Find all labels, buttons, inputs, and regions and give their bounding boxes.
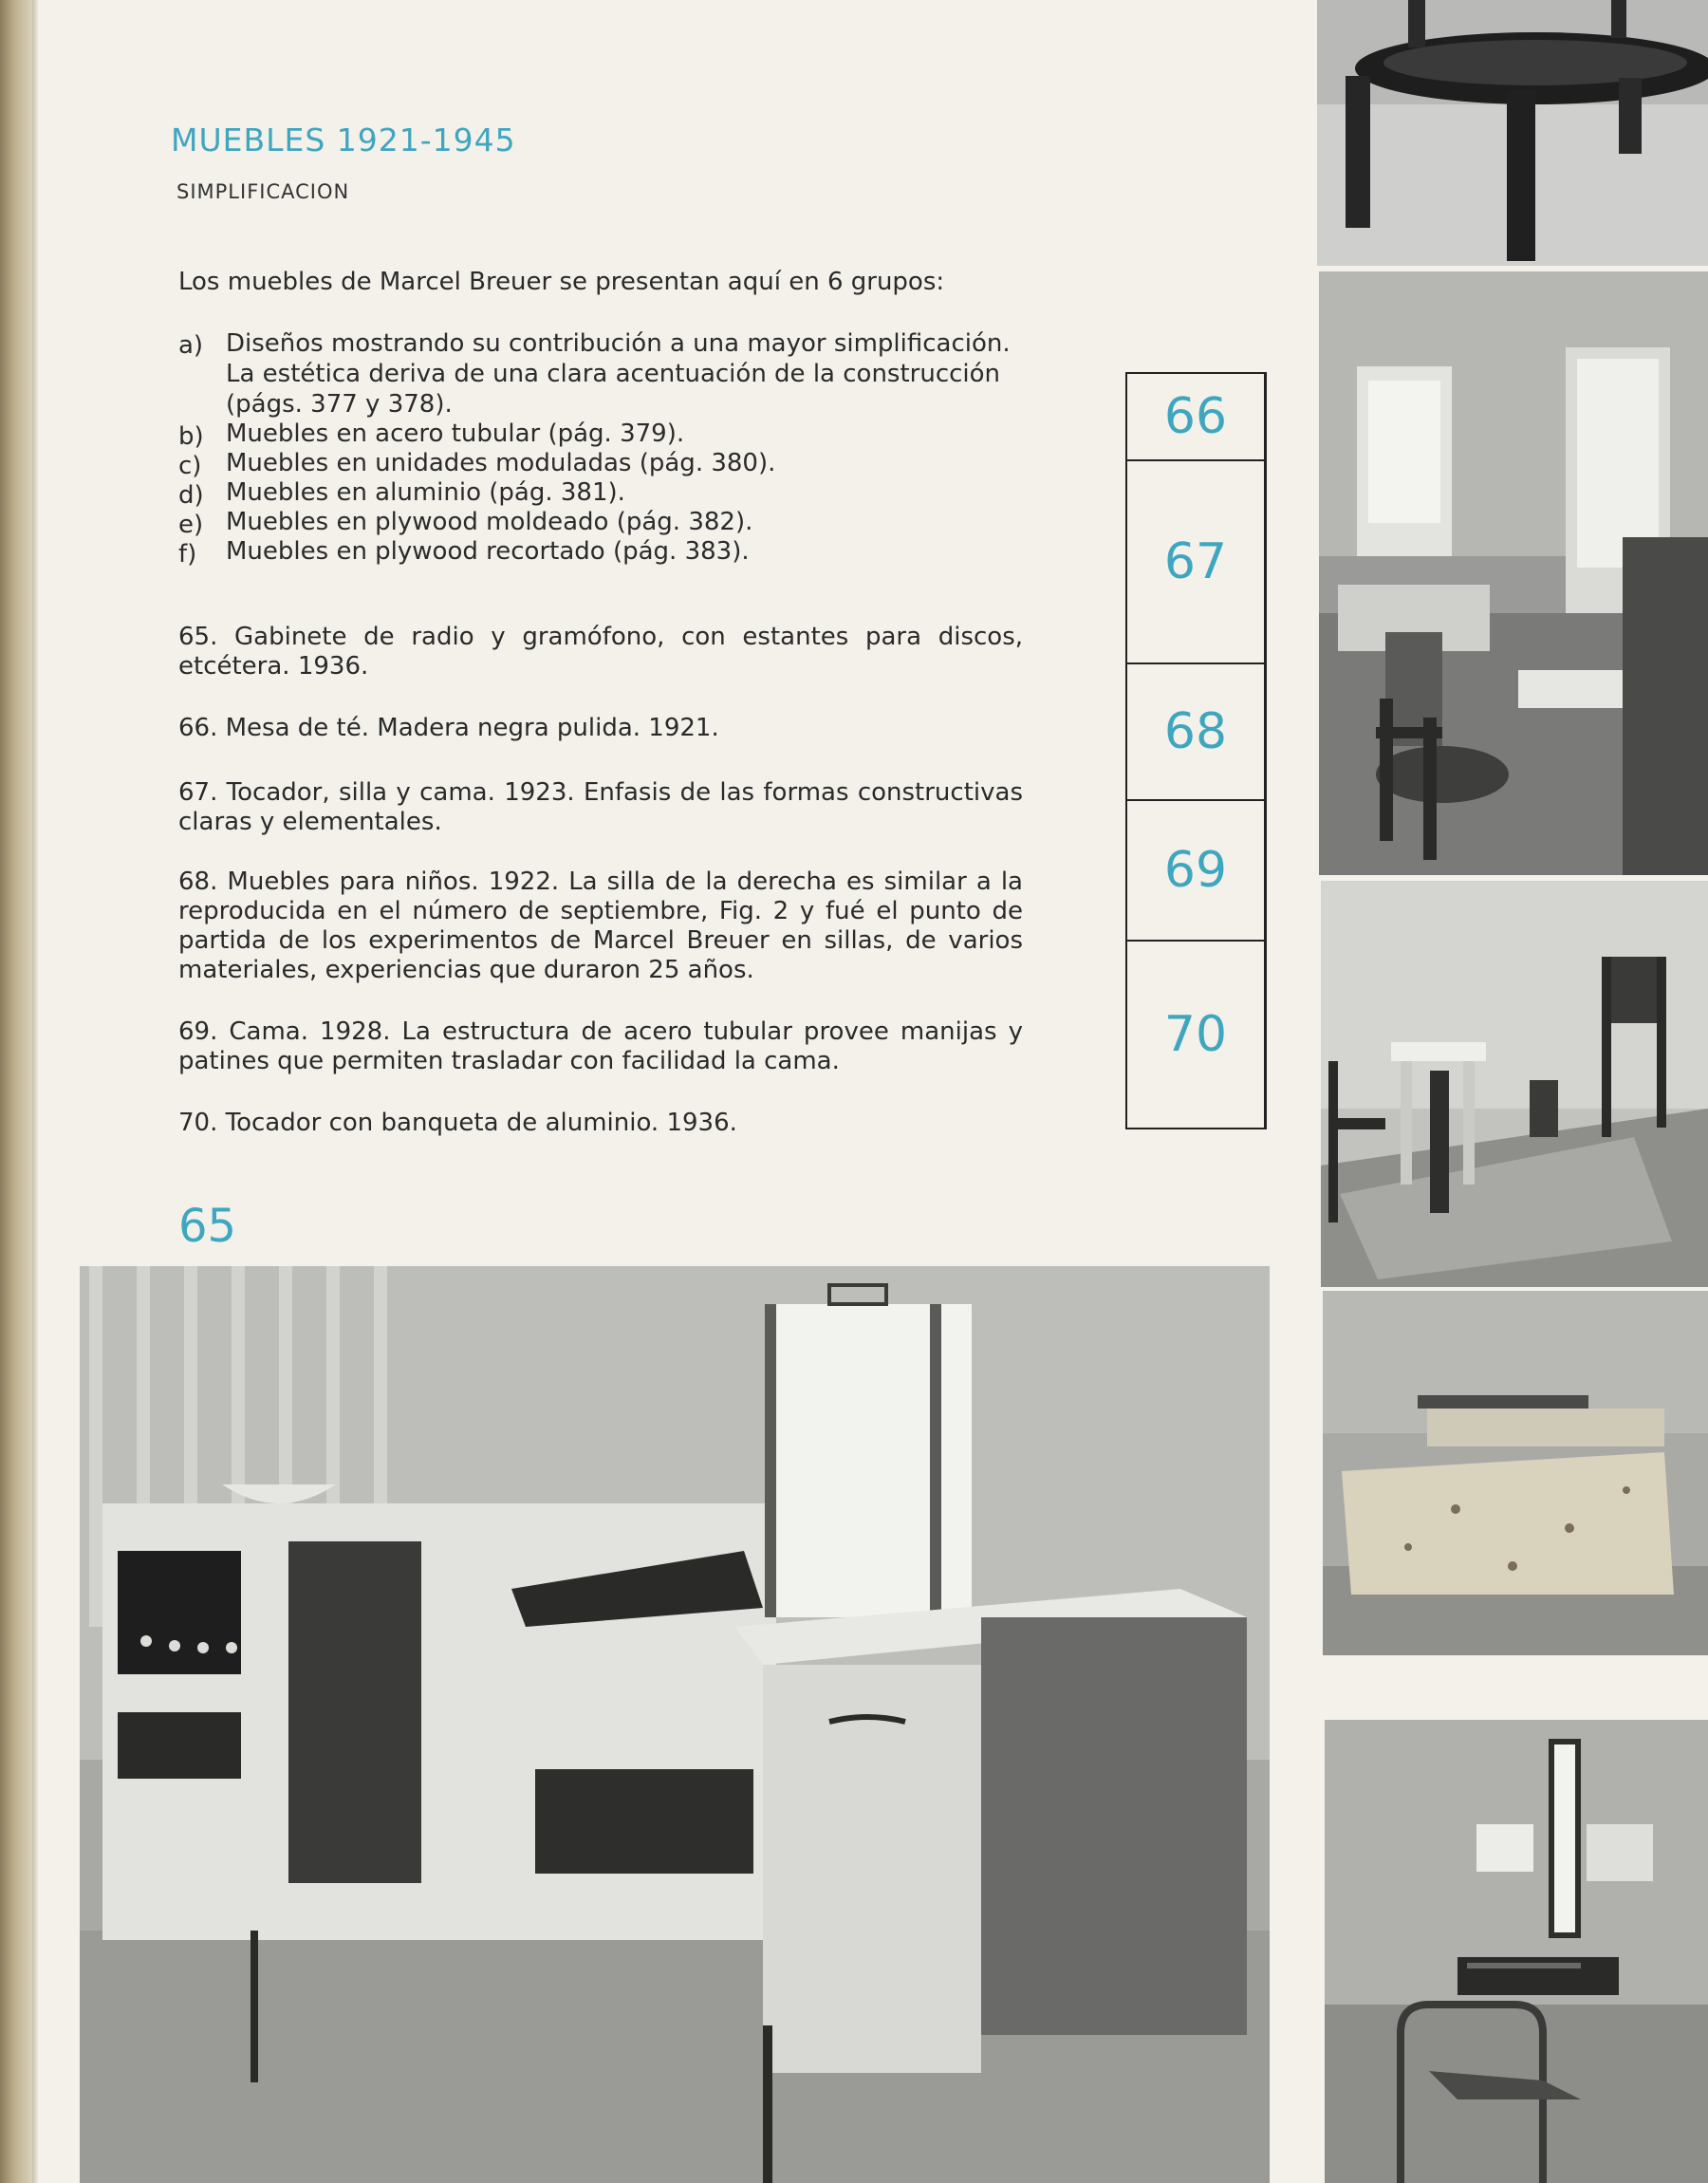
list-item-text: Diseños mostrando su contribución a una mayor simplificación. La estética deriva de una clara acentuación de la construcción (págs. 377 y 378). xyxy=(226,329,1011,419)
list-item-label: d) xyxy=(178,481,204,510)
photo-bed xyxy=(1323,1291,1708,1655)
page-title: MUEBLES 1921-1945 xyxy=(171,121,516,159)
list-item-text: Muebles en plywood recortado (pág. 383). xyxy=(226,537,750,566)
page-edge xyxy=(32,0,38,2183)
caption-68: 68. Muebles para niños. 1922. La silla de la derecha es similar a la reproducida en el número de septiembre, Fig. 2 y fué el punto de partida de los experimentos de Marcel Breuer en sillas, de varios materiales, experiencias que duraron 25 años. xyxy=(178,868,1023,984)
photo-room-interior xyxy=(1319,271,1708,875)
caption-70: 70. Tocador con banqueta de aluminio. 1936. xyxy=(178,1109,737,1137)
list-item-label: f) xyxy=(178,540,197,569)
list-item xyxy=(178,508,1032,537)
list-item xyxy=(178,420,1032,449)
figure-number-65: 65 xyxy=(178,1200,237,1253)
photo-tea-table xyxy=(1317,0,1708,266)
list-item-text: Muebles en plywood moldeado (pág. 382). xyxy=(226,508,753,536)
figure-number-70: 70 xyxy=(1163,1006,1228,1063)
list-item xyxy=(178,449,1032,478)
groups-list xyxy=(178,328,1032,567)
section-subtitle: SIMPLIFICACION xyxy=(176,180,350,203)
list-item xyxy=(178,537,1032,567)
list-item-text: Muebles en aluminio (pág. 381). xyxy=(226,478,625,507)
list-item-label: e) xyxy=(178,511,204,539)
intro-paragraph: Los muebles de Marcel Breuer se presentan aquí en 6 grupos: xyxy=(178,268,945,296)
list-item xyxy=(178,328,1032,420)
list-item-text: Muebles en unidades moduladas (pág. 380). xyxy=(226,449,776,477)
figure-number-index xyxy=(1125,372,1267,1129)
book-binding-shadow xyxy=(0,0,32,2183)
list-item xyxy=(178,478,1032,508)
figure-number-66: 66 xyxy=(1127,374,1264,461)
figure-number-68: 68 xyxy=(1127,664,1264,801)
photo-dresser-stool xyxy=(1325,1720,1708,2183)
caption-69: 69. Cama. 1928. La estructura de acero tubular provee manijas y patines que permiten trasladar con facilidad la cama. xyxy=(178,1017,1023,1075)
figure-number-69: 69 xyxy=(1127,801,1264,942)
list-item-label: a) xyxy=(178,331,204,360)
list-item-text: Muebles en acero tubular (pág. 379). xyxy=(226,420,685,448)
figure-number-67: 67 xyxy=(1127,461,1264,664)
list-item-label: c) xyxy=(178,452,202,480)
list-item-label: b) xyxy=(178,422,204,451)
caption-67: 67. Tocador, silla y cama. 1923. Enfasis de las formas constructivas claras y elementales. xyxy=(178,778,1023,836)
caption-66: 66. Mesa de té. Madera negra pulida. 1921. xyxy=(178,714,719,742)
photo-radio-cabinet xyxy=(80,1266,1270,2183)
photo-childrens-furniture xyxy=(1321,881,1708,1287)
caption-65: 65. Gabinete de radio y gramófono, con estantes para discos, etcétera. 1936. xyxy=(178,623,1023,681)
